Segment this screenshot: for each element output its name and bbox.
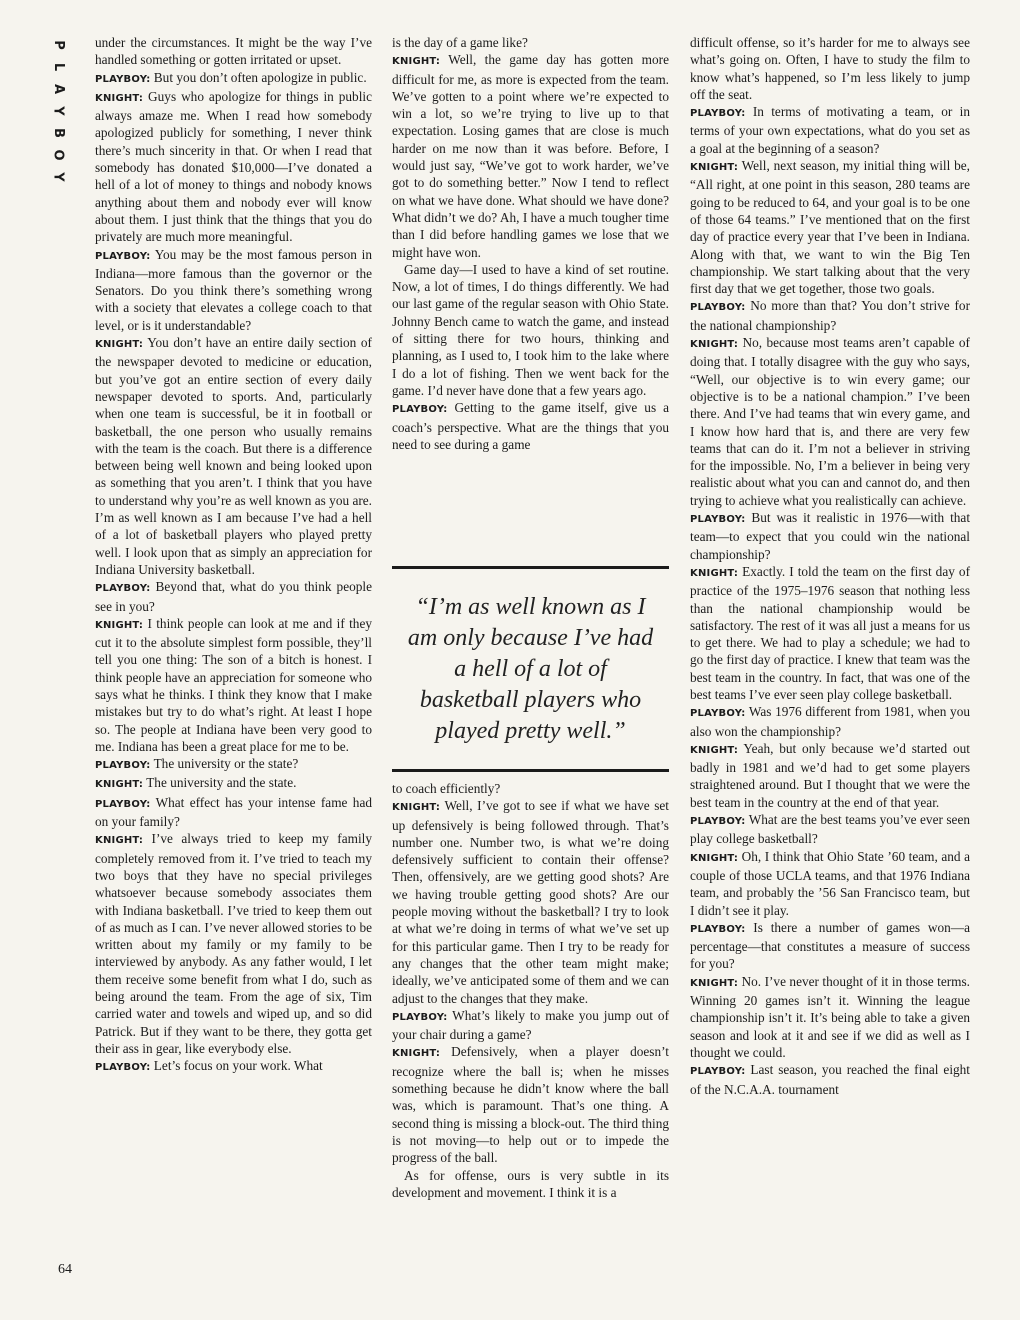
dialogue-paragraph (95, 830, 372, 1057)
pull-quote: “I’m as well known as I am only because I’ve had a hell of a lot of basketball players who played pretty well.” (407, 593, 654, 744)
paragraph-text: Exactly. I told the team on the first day of practice of the 1975–1976 season that nothing less than the national championship would be satisfactory. The rest of it was all just a means for us to get there. We had to play a schedule; we had to go the first day of practice. I knew that team was the best team in the country. In fact, that was one of the best teams I’ve ever seen play college basketball. (690, 563, 970, 702)
speaker-label: KNIGHT: (95, 835, 144, 847)
paragraph-text: What effect has your intense fame had on your family? (95, 794, 372, 830)
magazine-logo-vertical (40, 34, 76, 188)
dialogue-paragraph (690, 563, 970, 703)
speaker-label: PLAYBOY: (95, 798, 151, 810)
paragraph-text: But you don’t often apologize in public. (153, 69, 367, 85)
paragraph-text: Defensively, when a player doesn’t recognize where the ball is; when he misses something because he didn’t know where the ball was, which is paramount. That’s one thing. A second thing is missing a block-out. The third thing is not moving—to help out or to impede the progress of the ball. (392, 1044, 669, 1166)
dialogue-paragraph (95, 755, 372, 774)
text-column-2-bottom (392, 780, 669, 1201)
dialogue-paragraph (690, 103, 970, 157)
speaker-label: KNIGHT: (392, 802, 441, 814)
dialogue-paragraph (690, 973, 970, 1061)
speaker-label: PLAYBOY: (690, 302, 746, 314)
speaker-label: PLAYBOY: (690, 514, 746, 526)
speaker-label: KNIGHT: (690, 339, 739, 351)
body-paragraph (690, 34, 970, 103)
text-column-1 (95, 34, 372, 1077)
dialogue-paragraph (690, 848, 970, 919)
speaker-label: PLAYBOY: (95, 250, 151, 262)
speaker-label: PLAYBOY: (392, 1011, 448, 1023)
paragraph-text: is the day of a game like? (392, 35, 528, 50)
dialogue-paragraph (690, 297, 970, 334)
paragraph-text: I’ve always tried to keep my family completely removed from it. I’ve tried to teach my two boys that they have no special privileges whatsoever because somebody associates them with Indiana basketball. I’ve tried to keep them out of as much as I can. I’ve never allowed stories to be written about my family or my family to be interviewed by anybody. As any father would, I let them receive some benefit from what I do, such as being around the team. From the age of six, Tim carried water and towels and wiped up, and so did Patrick. But if they want to be there, they gotta get their ass in gear, like everybody else. (95, 831, 372, 1056)
paragraph-text: In terms of motivating a team, or in terms of your own expectations, what do you set as a goal at the beginning of a season? (690, 104, 970, 156)
dialogue-paragraph (95, 794, 372, 831)
paragraph-text: As for offense, ours is very subtle in its development and movement. I think it is a (392, 1167, 669, 1200)
speaker-label: KNIGHT: (690, 977, 739, 989)
speaker-label: PLAYBOY: (690, 923, 746, 935)
paragraph-text: Is there a number of games won—a percentage—that constitutes a measure of success for you? (690, 919, 970, 972)
paragraph-text: No, because most teams aren’t capable of doing that. I totally disagree with the guy who says, “Well, our objective is to win every game; our objective is to be a national champion.” I’ve been there. And I’ve had teams that win every game, and I know how hard that is, and there are very few teams that can do it. I’m not a believer in striving for the impossible. No, I’m a believer in being very realistic about what you can and cannot do, and then trying to achieve what you realistically can achieve. (690, 335, 970, 508)
dialogue-paragraph (95, 69, 372, 88)
paragraph-text: No. I’ve never thought of it in those terms. Winning 20 games isn’t it. Winning the league championship isn’t it. It’s being able to take a given season and look at it and see if we did as well as I thought we could. (690, 973, 970, 1060)
speaker-label: KNIGHT: (690, 162, 739, 174)
paragraph-text: What are the best teams you’ve ever seen play college basketball? (690, 812, 970, 847)
paragraph-text: Last season, you reached the final eight of the N.C.A.A. tournament (690, 1062, 971, 1097)
paragraph-text: Oh, I think that Ohio State ’60 team, and a couple of those UCLA teams, and that 1976 Indiana team, and probably the ’56 San Francisco team, but I didn’t see it play. (690, 848, 970, 918)
paragraph-text: What’s likely to make you jump out of your chair during a game? (392, 1007, 669, 1043)
paragraph-text: Game day—I used to have a kind of set routine. Now, a lot of times, I do things differently. We had our last game of the regular season with Ohio State. Johnny Bench came to watch the game, and instead of sitting there for two hours, thinking and planning, as I used to, I took him to the lake where I do a lot of fishing. Then we went back for the game. I’d never have done that a few years ago. (392, 261, 669, 398)
paragraph-text: Getting to the game itself, give us a coach’s perspective. What are the things that you need to see during a game (392, 400, 669, 452)
logo-letter: L (50, 62, 66, 72)
paragraph-text: difficult offense, so it’s harder for me to always see what’s going on. Often, I have to study the film to know what’s happened, so I’m less likely to jump off the seat. (690, 35, 970, 102)
dialogue-paragraph (690, 740, 970, 811)
logo-letter: Y (50, 172, 66, 182)
paragraph-text: Well, next season, my initial thing will be, “All right, at one point in this season, 280 teams are going to be reduced to 64, and your goal is to be one of those 64 teams.” I’ve mentioned that on the first day of practice every year that I’ve been in Indiana. Along with that, we want to win the Big Ten championship. We start talking about that the very first day that we get together, those two goals. (690, 158, 970, 297)
paragraph-text: You don’t have an entire daily section of the newspaper devoted to medicine or education, but you’ve got an entire section of every daily newspaper devoted to sports. And, particularly when one team is successful, be it in football or basketball, the one person who usually remains with the team is the coach. But there is a difference between being well known and being looked upon as something that you aren’t. I think that you have to understand why you’re as well known as you are. I’m as well known as I am because I’ve had a hell of a lot of basketball players who played pretty well. I look upon that as simply an appreciation for Indiana University basketball. (95, 335, 372, 577)
logo-letter: Y (50, 106, 66, 116)
paragraph-text: Beyond that, what do you think people see in you? (95, 579, 372, 614)
dialogue-paragraph (95, 246, 372, 334)
speaker-label: PLAYBOY: (690, 1066, 746, 1078)
body-paragraph (392, 261, 669, 399)
dialogue-paragraph (95, 88, 372, 246)
dialogue-paragraph (392, 1007, 669, 1044)
dialogue-paragraph (690, 334, 970, 509)
dialogue-paragraph (690, 919, 970, 973)
paragraph-text: You may be the most famous person in Indiana—more famous than the governor or the Senators. Do you think there’s something wrong with a society that elevates a college coach to that level, or is it understandable? (95, 246, 372, 333)
dialogue-paragraph (690, 509, 970, 563)
speaker-label: PLAYBOY: (690, 108, 746, 120)
dialogue-paragraph (95, 615, 372, 755)
paragraph-text: No more than that? You don’t strive for the national championship? (690, 298, 971, 333)
speaker-label: PLAYBOY: (95, 73, 151, 85)
logo-letter: O (51, 149, 66, 161)
paragraph-text: under the circumstances. It might be the way I’ve handled something or gotten irritated or upset. (95, 35, 372, 68)
logo-letter: A (51, 83, 66, 95)
pull-quote-box (392, 566, 669, 772)
body-paragraph (392, 1167, 669, 1202)
paragraph-text: I think people can look at me and if they cut it to the absolute simplest form possible, they’ll tell you one thing: The son of a bitch is honest. I think people have an appreciation for someone who says what he thinks. I think they know that I make mistakes but try to do what’s right. At least I hope so. The people at Indiana have been very good to me. Indiana has been a great place for me to be. (95, 615, 372, 754)
dialogue-paragraph (690, 811, 970, 848)
speaker-label: PLAYBOY: (690, 816, 746, 828)
speaker-label: KNIGHT: (95, 92, 144, 104)
paragraph-text: Well, I’ve got to see if what we have set up defensively is being followed through. That’s number one. Number two, is what we’re doing defensively sufficient to contain their offense? Then, offensively, are we getting good shots? Are we having trouble getting good shots? Are our people moving without the basketball? I try to look at what we’re doing in terms of what we’ve set up for this particular game. Then I try to be ready for any changes that the other team might make; ideally, we’ve anticipated some of them and we can adjust to the changes that they make. (392, 798, 669, 1006)
paragraph-text: to coach efficiently? (392, 781, 501, 796)
text-column-3 (690, 34, 970, 1098)
dialogue-paragraph (95, 1057, 372, 1076)
speaker-label: KNIGHT: (95, 339, 144, 351)
speaker-label: KNIGHT: (690, 852, 739, 864)
dialogue-paragraph (392, 1043, 669, 1166)
page-number: 64 (58, 1262, 72, 1277)
paragraph-text: Guys who apologize for things in public always amaze me. When I read how somebody apologized publicly for something, I never think there’s much sincerity in that. Or when I read that somebody has donated $10,000—I’ve donated a hell of a lot of money to things and nobody knows anything about them and nobody ever will know about them. I just think that the things that you do privately are much more meaningful. (95, 88, 372, 245)
body-paragraph (95, 34, 372, 69)
speaker-label: PLAYBOY: (392, 404, 448, 416)
paragraph-text: Was 1976 different from 1981, when you also won the championship? (690, 704, 970, 739)
dialogue-paragraph (95, 774, 372, 793)
paragraph-text: The university or the state? (153, 756, 299, 772)
speaker-label: KNIGHT: (95, 779, 144, 791)
speaker-label: KNIGHT: (690, 744, 739, 756)
speaker-label: KNIGHT: (392, 56, 441, 68)
speaker-label: KNIGHT: (690, 567, 739, 579)
body-paragraph (392, 34, 669, 51)
speaker-label: PLAYBOY: (95, 1062, 151, 1074)
dialogue-paragraph (392, 797, 669, 1007)
text-column-2-top (392, 34, 669, 453)
dialogue-paragraph (95, 578, 372, 615)
dialogue-paragraph (690, 157, 970, 297)
paragraph-text: Let’s focus on your work. What (153, 1058, 323, 1074)
logo-letter: B (50, 128, 66, 138)
dialogue-paragraph (690, 1061, 970, 1098)
speaker-label: KNIGHT: (392, 1048, 441, 1060)
speaker-label: PLAYBOY: (690, 708, 746, 720)
speaker-label: PLAYBOY: (95, 760, 151, 772)
paragraph-text: Yeah, but only because we’d started out badly in 1981 and we’d had to get some players straightened around. But I thought that we were the best team in the country at the end of that year. (690, 740, 970, 810)
paragraph-text: Well, the game day has gotten more difficult for me, as more is expected from the team. We’ve gotten to a point where we’re expected to win a lot, so we’re trying to live up to that expectation. Losing games that are close is much harder on me now than it was before. Before, I would just say, “We’ve got to work harder, we’ve got to do something better.” Now I tend to reflect on what we have done. What should we have done? What didn’t we do? Ah, I have a much tougher time than I did before handling games we lose that we might have won. (392, 52, 669, 260)
dialogue-paragraph (392, 51, 669, 261)
speaker-label: PLAYBOY: (95, 583, 151, 595)
paragraph-text: But was it realistic in 1976—with that team—to expect that you could win the national championship? (690, 510, 971, 562)
speaker-label: KNIGHT: (95, 619, 144, 631)
dialogue-paragraph (690, 703, 970, 740)
body-paragraph (392, 780, 669, 797)
paragraph-text: The university and the state. (146, 775, 297, 791)
logo-letter: P (51, 40, 66, 50)
dialogue-paragraph (392, 399, 669, 453)
dialogue-paragraph (95, 334, 372, 578)
